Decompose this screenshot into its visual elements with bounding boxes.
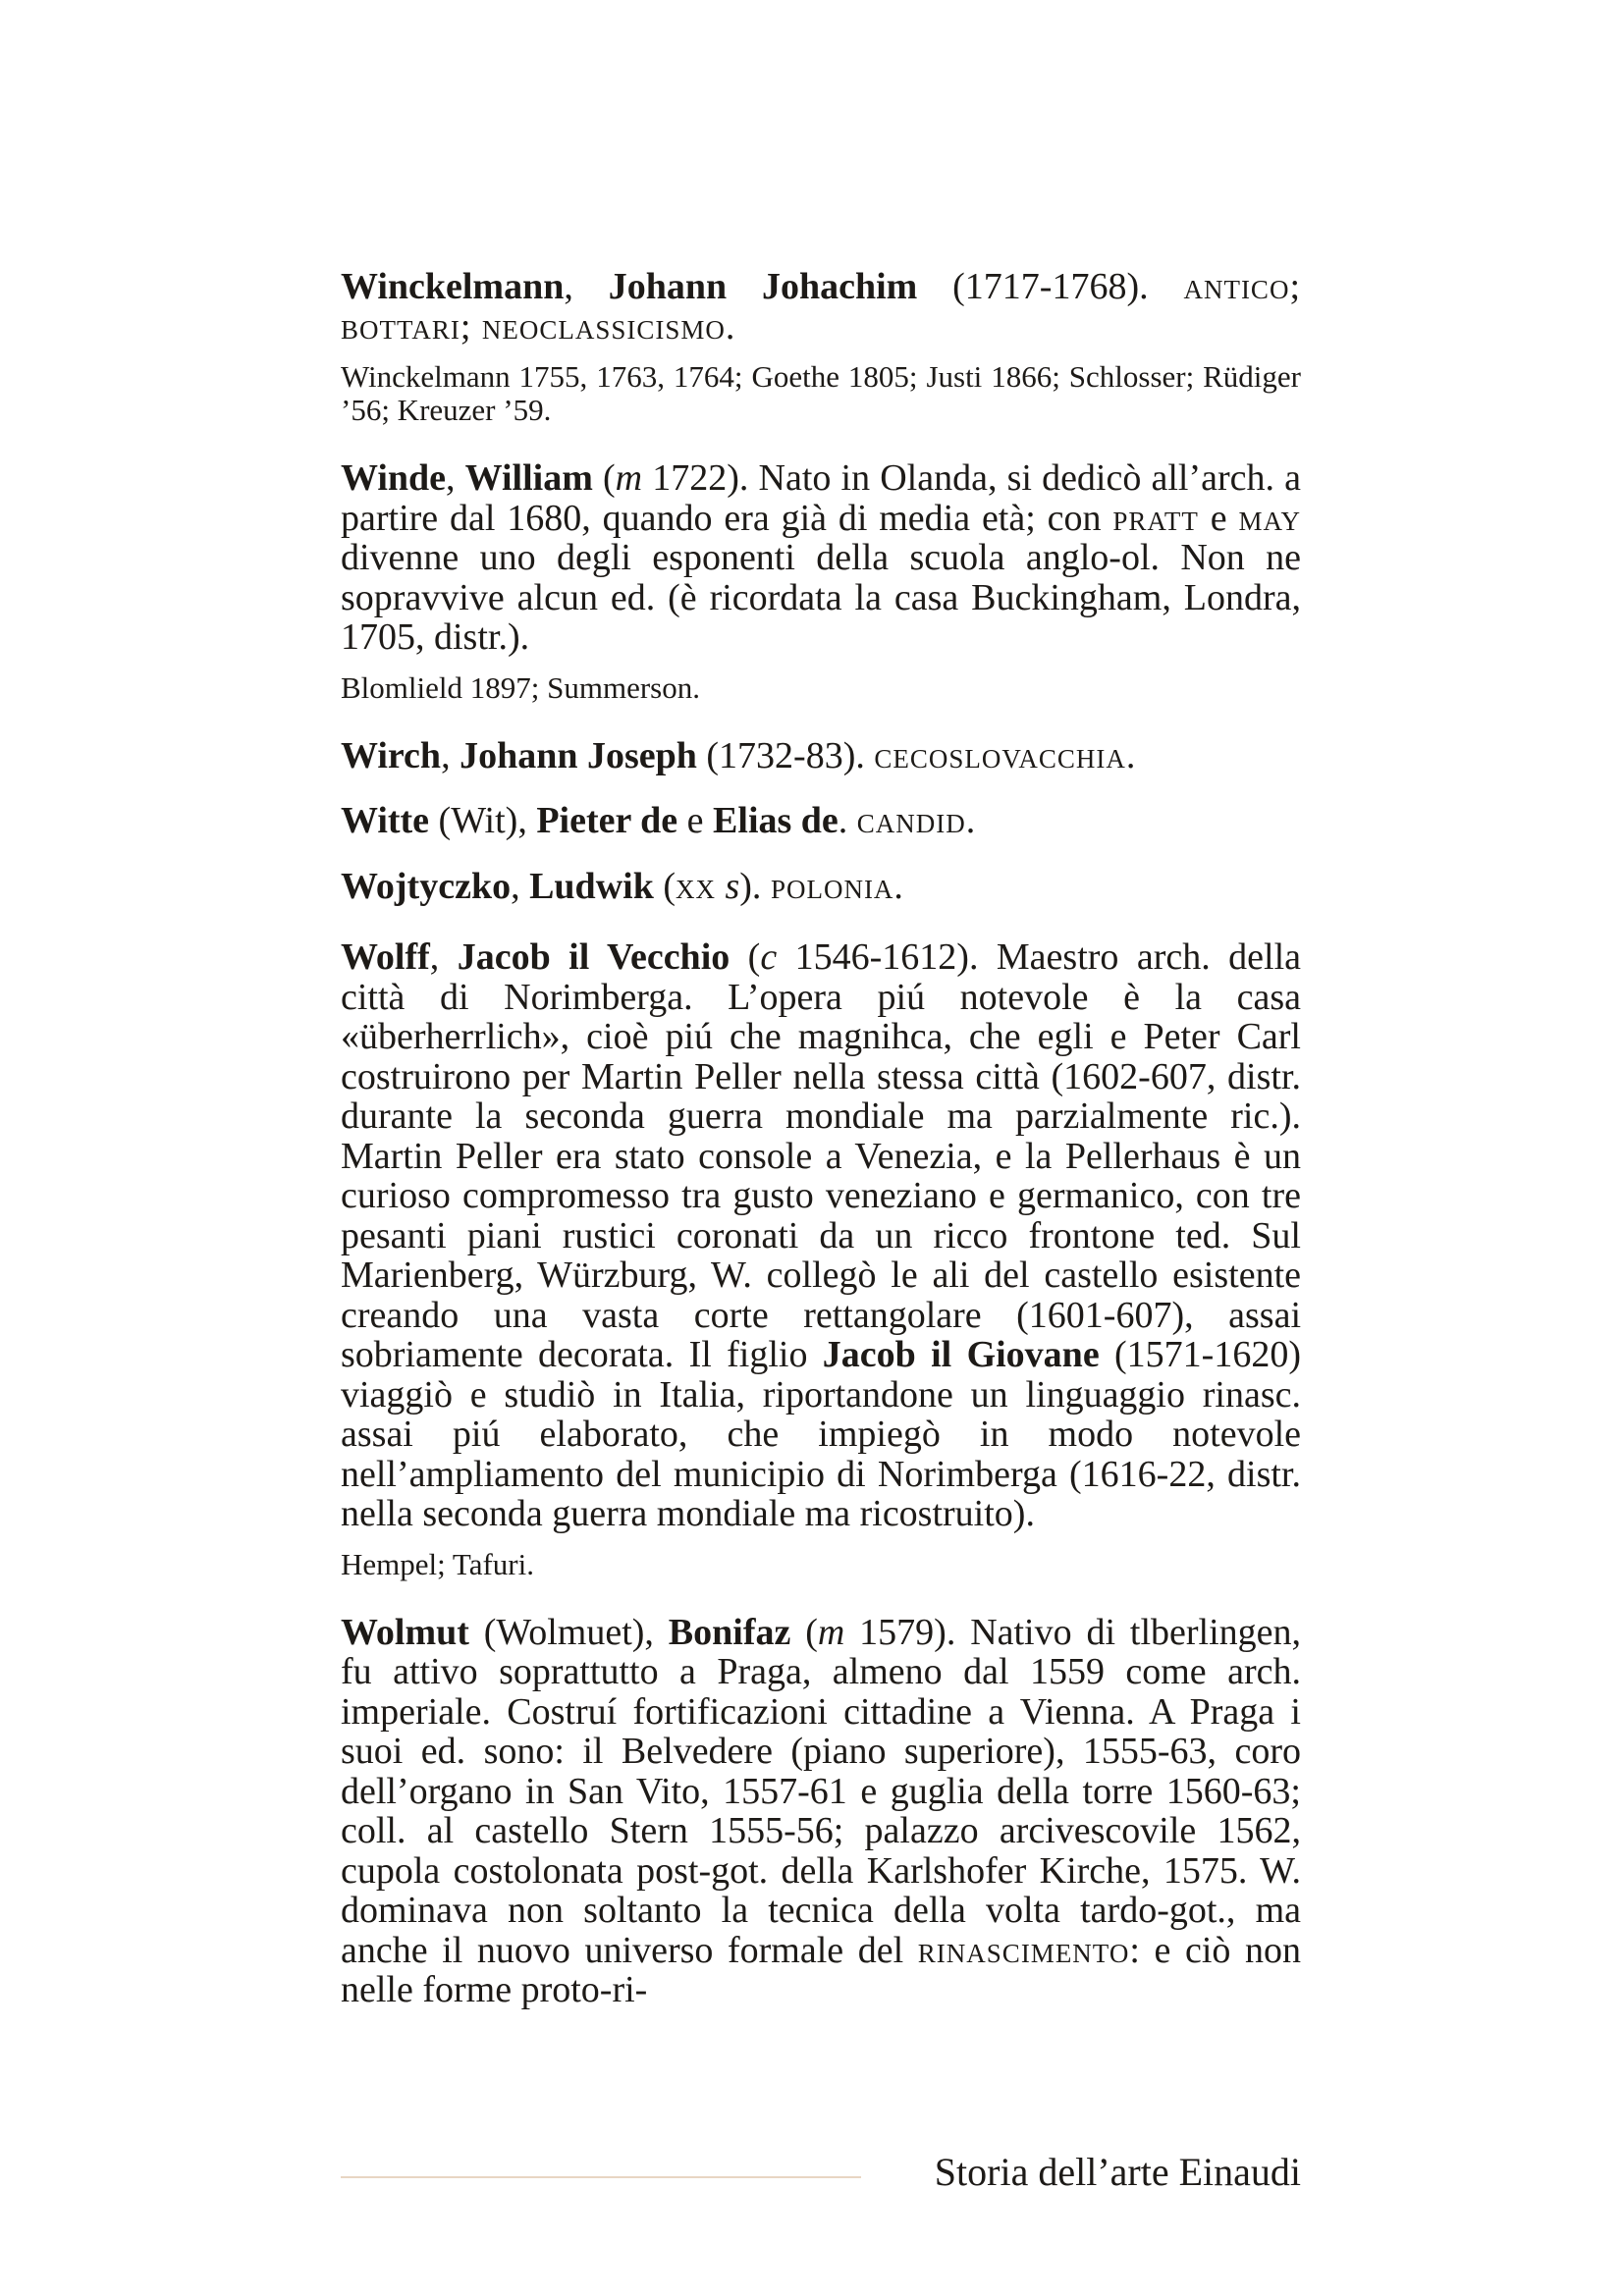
entry-name: Jacob il Vecchio [457, 936, 730, 978]
entry-name: Pieter de [536, 800, 678, 841]
cross-reference: may [1238, 497, 1301, 539]
page-body [341, 267, 1301, 2010]
entry-name: Witte [341, 800, 430, 841]
entry-name: Wolmut [341, 1611, 469, 1653]
cross-reference: rinascimento [917, 1929, 1130, 1971]
bibliography: Hempel; Tafuri. [341, 1546, 534, 1581]
entry-name: Wolff [341, 936, 430, 978]
cross-reference: polonia. [770, 865, 904, 907]
cross-reference: candid. [856, 800, 977, 841]
entry-witte: Witte (Wit), Pieter de e Elias de. candid. [341, 800, 977, 841]
footer-title: Storia dell’arte Einaudi [934, 2150, 1301, 2194]
entry-winckelmann: Winckelmann, Johann Johachim (1717-1768). antico; bottari; neoclassicismo. [341, 266, 1301, 347]
entry-wolmut: Wolmut (Wolmuet), Bonifaz (m 1579). Nativo di tlberlingen, fu attivo soprattutto a Praga, almeno dal 1559 come arch. imperiale. Costruí fortificazioni cittadine a Vienna. A Praga i suoi ed. sono: il Belvedere (piano superiore), 1555-63, coro dell’organo in San Vito, 1557-61 e guglia della torre 1560-63; coll. al castello Stern 1555-56; palazzo arcivescovile 1562, cupola costolonata post-got. della Karlshofer Kirche, 1575. W. dominava non soltanto la tecnica della volta tardo-got., ma anche il nuovo universo formale del rinascimento: e ciò non nelle forme proto-ri- [341, 1611, 1302, 2010]
entry-name: William [464, 457, 593, 499]
bibliography: Winckelmann 1755, 1763, 1764; Goethe 1805; Justi 1866; Schlosser; Rüdiger ’56; Kreuzer ’59. [341, 359, 1301, 427]
entry-name: Ludwik [529, 865, 654, 907]
entry-wirch: Wirch, Johann Joseph (1732-83). cecoslovacchia. [341, 734, 1137, 776]
entry-name: Winckelmann [341, 266, 565, 307]
entry-name: Wojtyczko [341, 865, 512, 907]
entry-wolff: Wolff, Jacob il Vecchio (c 1546-1612). Maestro arch. della città di Norimberga. L’opera piú notevole è la casa «überherrlich», cioè piú che magnihca, che egli e Peter Carl costruirono per Martin Peller nella stessa città (1602-607, distr. durante la seconda guerra mondiale ma parzialmente ric.). Martin Peller era stato console a Venezia, e la Pellerhaus è un curioso compromesso tra gusto veneziano e germanico, con tre pesanti piani rustici coronati da un ricco frontone ted. Sul Marienberg, Würzburg, W. collegò le ali del castello esistente creando una vasta corte rettangolare (1601-607), assai sobriamente decorata. Il figlio Jacob il Giovane (1571-1620) viaggiò e studiò in Italia, riportandone un linguaggio rinasc. assai piú elaborato, che impiegò in modo notevole nell’ampliamento del municipio di Norimberga (1616-22, distr. nella seconda guerra mondiale ma ricostruito). [341, 936, 1301, 1534]
entry-name: Elias de [713, 800, 839, 841]
entry-winde: Winde, William (m 1722). Nato in Olanda, si dedicò all’arch. a partire dal 1680, quando era già di media età; con pratt e may divenne uno degli esponenti della scuola anglo-ol. Non ne sopravvive alcun ed. (è ricordata la casa Buckingham, Londra, 1705, distr.). [341, 457, 1302, 658]
entry-name: Bonifaz [668, 1611, 791, 1653]
entry-name: Winde [341, 457, 447, 499]
cross-reference: pratt [1112, 497, 1199, 539]
entry-wojtyczko: Wojtyczko, Ludwik (xx s). polonia. [341, 865, 904, 907]
cross-reference: cecoslovacchia. [874, 734, 1137, 776]
entry-name: Wirch [341, 734, 442, 776]
bibliography: Blomlield 1897; Summerson. [341, 669, 700, 705]
entry-name: Johann Johachim [608, 266, 918, 307]
cross-reference: antico; bottari; neoclassicismo. [341, 266, 1301, 347]
entry-name: Jacob il Giovane [822, 1334, 1100, 1375]
footer-rule [341, 2176, 861, 2178]
entry-name: Johann Joseph [460, 734, 697, 776]
